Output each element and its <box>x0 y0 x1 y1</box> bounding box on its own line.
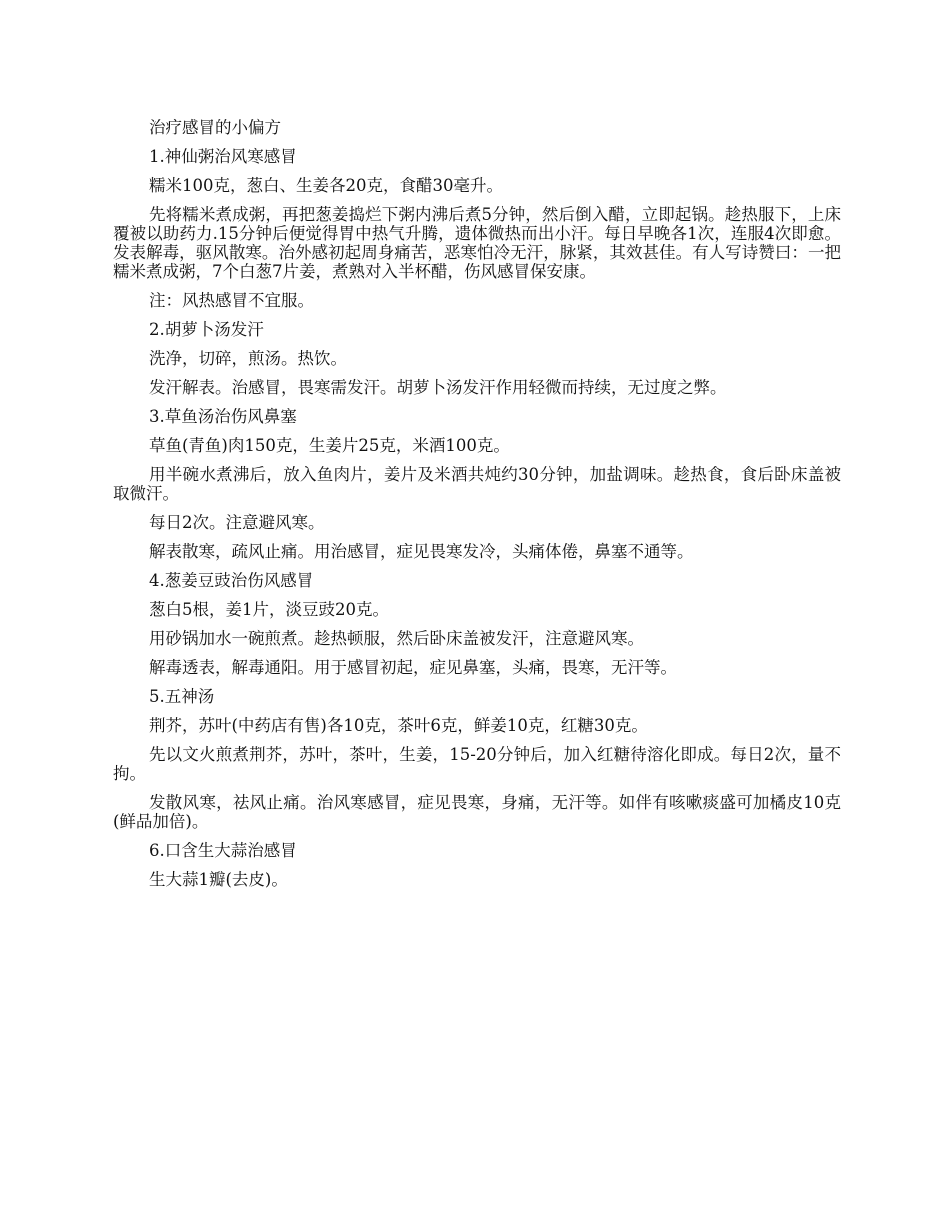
document-title: 治疗感冒的小偏方 <box>149 118 281 137</box>
section-heading: 3.草鱼汤治伤风鼻塞 <box>149 407 297 426</box>
paragraph: 用砂锅加水一碗煎煮。趁热顿服，然后卧床盖被发汗，注意避风寒。 <box>149 629 644 648</box>
paragraph: 荆芥，苏叶(中药店有售)各10克，茶叶6克，鲜姜10克，红糖30克。 <box>149 716 648 735</box>
paragraph: 用半碗水煮沸后，放入鱼肉片，姜片及米酒共炖约30分钟，加盐调味。趁热食，食后卧床盖被取微汗。 <box>113 465 841 503</box>
paragraph: 洗净，切碎，煎汤。热饮。 <box>149 349 347 368</box>
paragraph: 先以文火煎煮荆芥，苏叶，茶叶，生姜，15-20分钟后，加入红糖待溶化即成。每日2次，量不拘。 <box>113 745 841 783</box>
section-heading: 2.胡萝卜汤发汗 <box>149 320 264 339</box>
paragraph: 生大蒜1瓣(去皮)。 <box>149 870 288 889</box>
paragraph: 糯米100克，葱白、生姜各20克，食醋30毫升。 <box>149 176 503 195</box>
section-heading: 1.神仙粥治风寒感冒 <box>149 147 297 166</box>
paragraph: 葱白5根，姜1片，淡豆豉20克。 <box>149 600 389 619</box>
paragraph: 每日2次。注意避风寒。 <box>149 513 325 532</box>
section-heading: 5.五神汤 <box>149 687 215 706</box>
section-heading: 6.口含生大蒜治感冒 <box>149 841 297 860</box>
paragraph: 发散风寒，祛风止痛。治风寒感冒，症见畏寒，身痛，无汗等。如伴有咳嗽痰盛可加橘皮10克(鲜品加倍)。 <box>113 793 841 831</box>
paragraph: 解毒透表，解毒通阳。用于感冒初起，症见鼻塞，头痛，畏寒，无汗等。 <box>149 658 677 677</box>
paragraph: 发汗解表。治感冒，畏寒需发汗。胡萝卜汤发汗作用轻微而持续，无过度之弊。 <box>149 378 727 397</box>
paragraph: 草鱼(青鱼)肉150克，生姜片25克，米酒100克。 <box>149 436 510 455</box>
paragraph: 先将糯米煮成粥，再把葱姜捣烂下粥内沸后煮5分钟，然后倒入醋，立即起锅。趁热服下，上床覆被以助药力.15分钟后便觉得胃中热气升腾，遗体微热而出小汗。每日早晚各1次，连服4次即愈。发表解毒，驱风散寒。治外感初起周身痛苦，恶寒怕冷无汗，脉紧，其效甚佳。有人写诗赞曰：一把糯米煮成粥，7个白葱7片姜，煮熟对入半杯醋，伤风感冒保安康。 <box>113 205 841 281</box>
paragraph: 解表散寒，疏风止痛。用治感冒，症见畏寒发冷，头痛体倦，鼻塞不通等。 <box>149 542 694 561</box>
section-heading: 4.葱姜豆豉治伤风感冒 <box>149 571 314 590</box>
document-body <box>113 118 841 899</box>
paragraph: 注：风热感冒不宜服。 <box>149 291 314 310</box>
